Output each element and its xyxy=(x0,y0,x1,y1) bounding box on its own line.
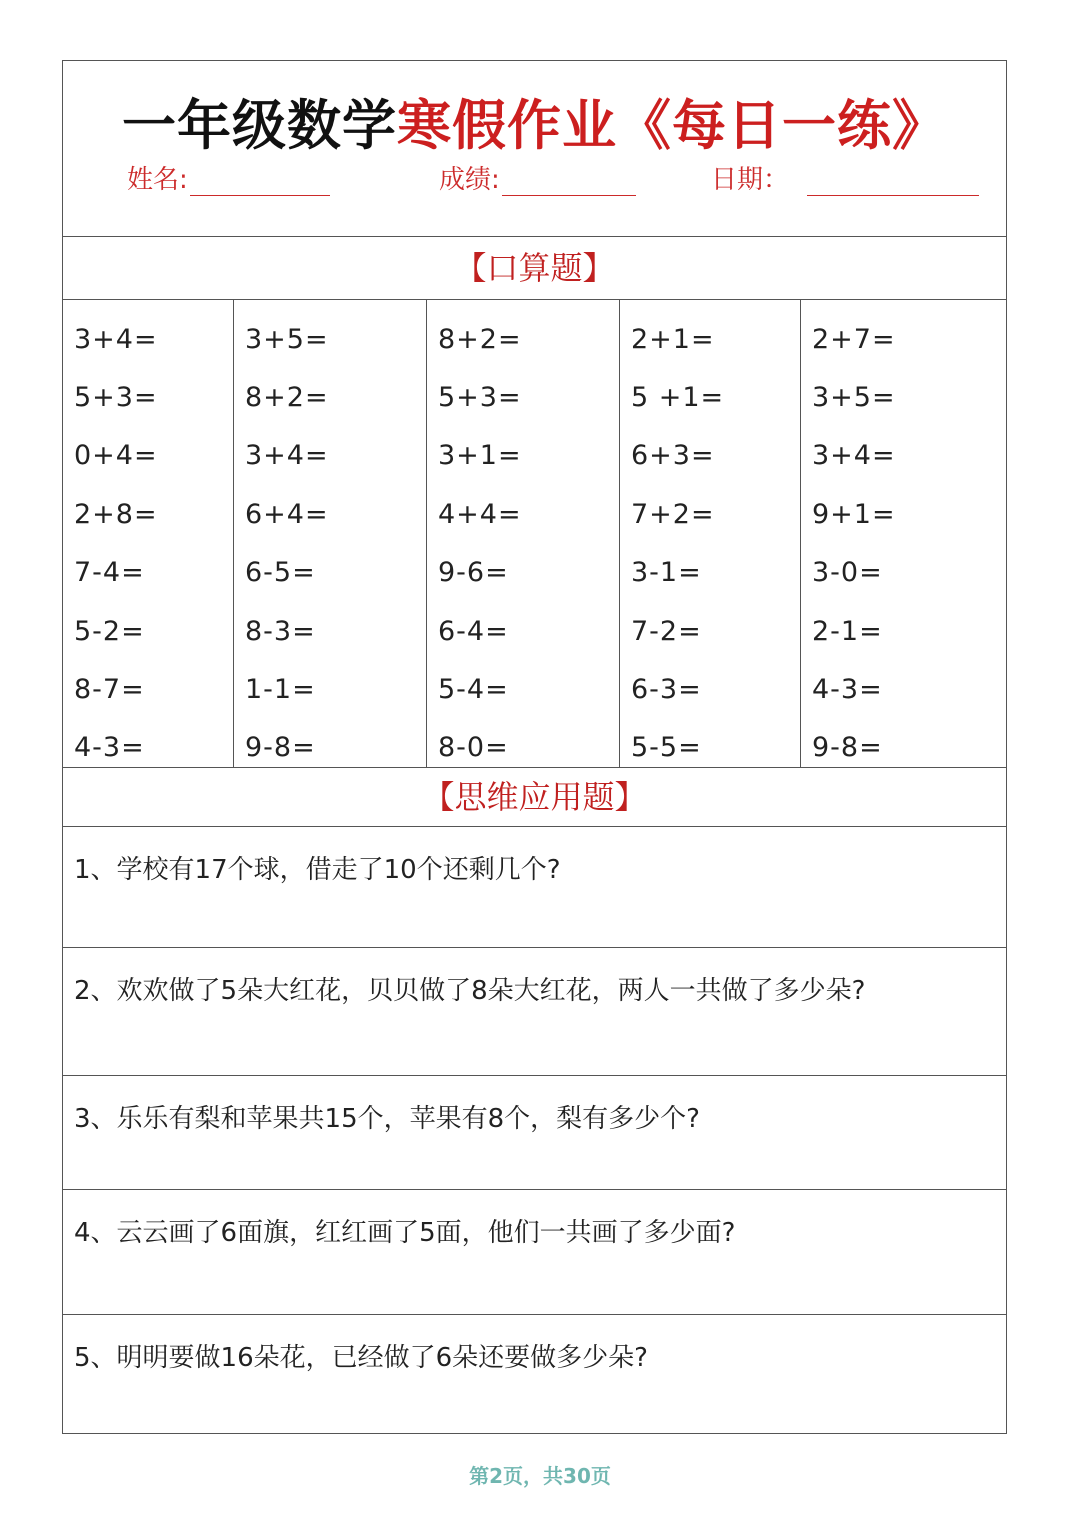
oral-calc-grid xyxy=(63,300,1006,768)
oral-item: 7-4= xyxy=(74,557,145,588)
score-label: 成绩: xyxy=(439,165,500,195)
oral-item: 6-4= xyxy=(438,616,509,647)
oral-item: 3+1= xyxy=(438,440,522,471)
oral-item: 6+3= xyxy=(631,440,715,471)
oral-item: 2+1= xyxy=(631,324,715,355)
oral-item: 9-8= xyxy=(245,732,316,763)
oral-item: 5-4= xyxy=(438,674,509,705)
oral-item: 8+2= xyxy=(438,324,522,355)
oral-item: 4+4= xyxy=(438,499,522,530)
problem-text: 5、明明要做16朵花，已经做了6朵还要做多少朵? xyxy=(74,1343,648,1373)
problem-text: 4、云云画了6面旗，红红画了5面，他们一共画了多少面? xyxy=(74,1218,736,1248)
oral-item: 7+2= xyxy=(631,499,715,530)
oral-item: 9+1= xyxy=(812,499,896,530)
title-part-grade: 一年级数学 xyxy=(122,94,397,157)
worksheet xyxy=(62,60,1007,1434)
title-part-winter: 寒假作业《每日一练》 xyxy=(397,94,947,157)
date-blank[interactable] xyxy=(807,167,979,196)
oral-column-4 xyxy=(620,300,801,767)
oral-item: 3+4= xyxy=(74,324,158,355)
oral-item: 6-5= xyxy=(245,557,316,588)
oral-item: 7-2= xyxy=(631,616,702,647)
word-problem-3 xyxy=(63,1076,1006,1190)
oral-item: 3+4= xyxy=(812,440,896,471)
oral-column-2 xyxy=(234,300,427,767)
oral-item: 8-3= xyxy=(245,616,316,647)
oral-item: 5+3= xyxy=(438,382,522,413)
oral-item: 3-1= xyxy=(631,557,702,588)
oral-item: 1-1= xyxy=(245,674,316,705)
oral-item: 0+4= xyxy=(74,440,158,471)
name-blank[interactable] xyxy=(190,167,330,196)
oral-item: 9-8= xyxy=(812,732,883,763)
oral-item: 2+7= xyxy=(812,324,896,355)
name-label: 姓名: xyxy=(127,165,188,195)
oral-item: 3+5= xyxy=(245,324,329,355)
oral-item: 3-0= xyxy=(812,557,883,588)
oral-item: 8-7= xyxy=(74,674,145,705)
date-label: 日期： xyxy=(711,165,790,195)
score-blank[interactable] xyxy=(502,167,636,196)
problem-text: 2、欢欢做了5朵大红花，贝贝做了8朵大红花，两人一共做了多少朵? xyxy=(74,976,866,1006)
oral-item: 5+3= xyxy=(74,382,158,413)
problem-text: 3、乐乐有梨和苹果共15个，苹果有8个，梨有多少个? xyxy=(74,1104,700,1134)
worksheet-header xyxy=(63,61,1006,237)
oral-item: 6-3= xyxy=(631,674,702,705)
oral-item: 5 +1= xyxy=(631,382,725,413)
name-field xyxy=(127,159,330,196)
oral-item: 5-2= xyxy=(74,616,145,647)
oral-item: 3+5= xyxy=(812,382,896,413)
date-field xyxy=(711,159,979,196)
oral-column-1 xyxy=(63,300,234,767)
oral-item: 2+8= xyxy=(74,499,158,530)
student-info-row xyxy=(63,159,1006,199)
oral-item: 3+4= xyxy=(245,440,329,471)
oral-item: 8-0= xyxy=(438,732,509,763)
oral-column-3 xyxy=(427,300,620,767)
application-section-heading: 【思维应用题】 xyxy=(63,768,1006,827)
word-problem-4 xyxy=(63,1190,1006,1315)
oral-item: 4-3= xyxy=(74,732,145,763)
problem-text: 1、学校有17个球，借走了10个还剩几个? xyxy=(74,855,561,885)
word-problem-5 xyxy=(63,1315,1006,1433)
oral-item: 5-5= xyxy=(631,732,702,763)
oral-item: 8+2= xyxy=(245,382,329,413)
oral-section-heading: 【口算题】 xyxy=(63,237,1006,300)
page-title xyxy=(63,83,1006,160)
oral-item: 6+4= xyxy=(245,499,329,530)
oral-item: 2-1= xyxy=(812,616,883,647)
oral-item: 9-6= xyxy=(438,557,509,588)
oral-item: 4-3= xyxy=(812,674,883,705)
score-field xyxy=(439,159,636,196)
word-problem-1 xyxy=(63,827,1006,948)
page-number: 第2页，共30页 xyxy=(469,1464,611,1488)
oral-column-5 xyxy=(801,300,1008,767)
word-problem-2 xyxy=(63,948,1006,1076)
